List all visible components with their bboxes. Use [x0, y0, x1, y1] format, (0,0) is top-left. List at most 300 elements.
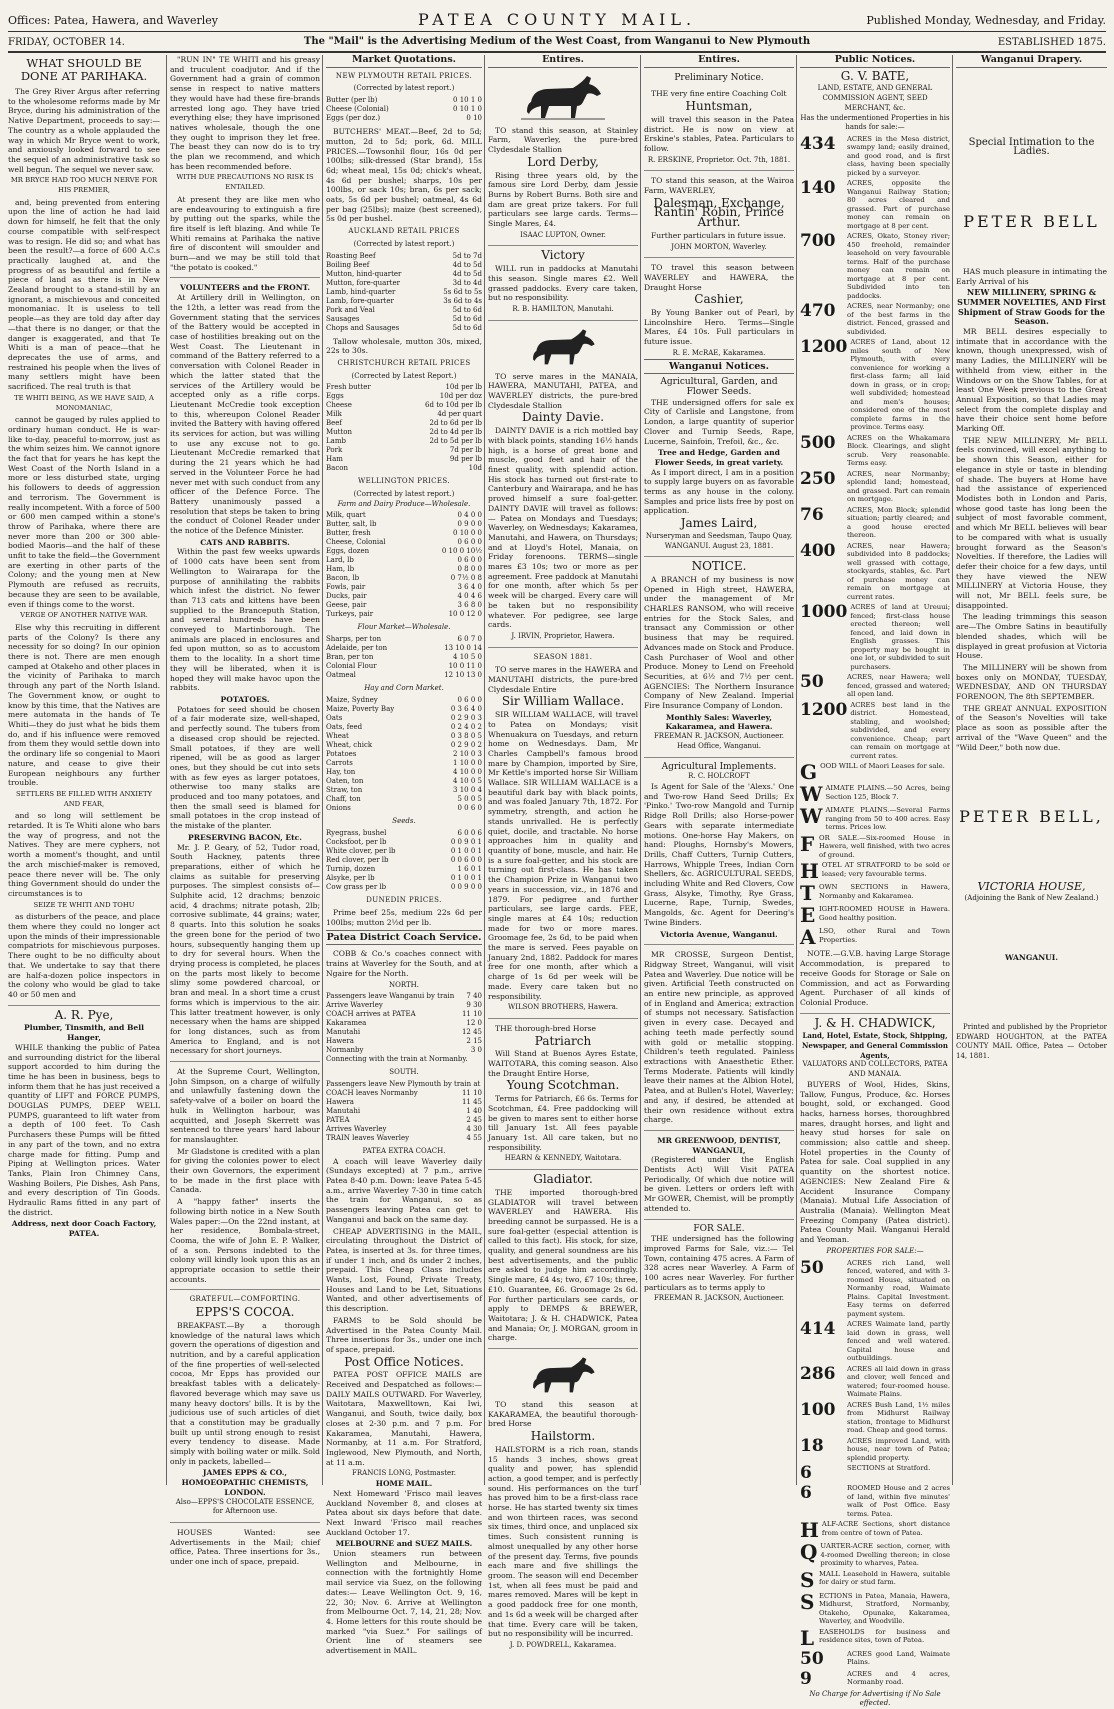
- property-description: IGHT-ROOMED HOUSE in Hawera. Good healthy position.: [819, 905, 950, 922]
- price-value: 9d per lb: [449, 455, 482, 464]
- property-description: ACRES Bush Land, 1½ miles from Midhurst Railway station, frontage to Midhurst road. Cheap and good terms.: [847, 1400, 950, 1435]
- price-value: 1 40: [466, 1106, 482, 1115]
- wel-price-list-2: [326, 635, 482, 680]
- offices-line: Offices: Patea, Hawera, and Waverley: [8, 14, 219, 27]
- bacon-heading: PRESERVING BACON, Etc.: [188, 832, 302, 842]
- property-description: MALL Leasehold in Hawera, suitable for dairy or stud farm.: [819, 1569, 950, 1587]
- price-row: [326, 874, 482, 883]
- price-value: 0 0 9 0 1: [450, 837, 482, 846]
- victory-text: WILL run in paddocks at Manutahi this season. Single mares £2. Well grassed paddocks. Every care taken, but no responsibility.: [488, 264, 638, 303]
- price-value: 13 10 0 14: [444, 644, 482, 653]
- price-item: Arrives Waverley: [326, 1124, 387, 1133]
- price-row: [326, 601, 482, 610]
- wel-price-list-1: [326, 511, 482, 619]
- hailstorm-text: HAILSTORM is a rich roan, stands 15 hands 3 inches, shows great quality and power, has splendid action, a good temper, and is perfectly sound. His performances on the turf has proved him to be a first-class race horse. He has started twenty six times and won thirteen races, was second six times, third once, and unplaced six times. Such consistent running is almost unequalled by any other horse of the present day. Terms, five pounds each mare and five shillings the groom. The season will end December 1st, when all fees must be paid and mares removed. Mares will be kept in a good paddock free for one month, and 1s 6d a week will be charged after that time. Every care will be taken, but no responsibility will be incurred.: [488, 1444, 638, 1639]
- article-paragraph: TE WHITI BEING, AS WE HAVE SAID, A MONOMANIAC,: [14, 393, 154, 412]
- property-list-letters-2: [800, 1520, 950, 1648]
- article-paragraph: Else why this recruiting in different parts of the Colony? Is there any necessity for so doing? In our opinion there is not. There are men enough camped at Otakeho and other places in the vicinity of Parihaka to march through any part of the North Island. The Government know, or ought to know by this time, that the Natives are mere automata in the hands of Te Whiti—they do just what he bids them do, and if his influence were removed from them they would settle down into the ordinary life so congenial to Maori nature, and cease to give their European neighbours any further trouble.: [8, 622, 160, 788]
- pye-address: Address, next door Coach Factory, PATEA.: [11, 1219, 157, 1239]
- price-item: Hawera: [326, 1037, 354, 1046]
- horse-illustration: [523, 1354, 603, 1394]
- price-row: [326, 464, 482, 473]
- property-description: ACRES rich Land, well fenced, watered, and with 3-roomed House, situated on Normanby road, Waimate Plains. Capital Investment. Easy terms on deferred payment system.: [847, 1258, 950, 1318]
- price-value: 6 0 0 6: [457, 828, 482, 837]
- price-row: [326, 1134, 482, 1143]
- price-item: Oaten, ton: [326, 776, 364, 785]
- property-item: [800, 135, 950, 178]
- property-size: S: [800, 1589, 815, 1614]
- price-row: [326, 306, 482, 315]
- property-description: ACRES, Okato, Stoney river; 450 freehold, remainder leasehold on very favourable terms. Half of the purchase money can remain on mortgage at 8 per cent. Subdivided into ten paddocks.: [847, 232, 950, 300]
- property-item: [800, 338, 950, 432]
- property-description: ACRES of land at Ureuui; fenced; first-class house erected thereon; well fenced, and laid down in English grasses. This property may be bought in one lot, or subdivided to suit purchasers.: [850, 603, 950, 671]
- price-item: Alsyke, per lb: [326, 873, 375, 882]
- masthead-rule-bottom: [8, 51, 1106, 53]
- price-item: Colonial Flour: [326, 662, 377, 671]
- price-value: 0 10 0 0: [453, 529, 482, 538]
- hailstorm-intro: TO stand this season at KAKARAMEA, the beautiful thorough-bred Horse: [488, 1400, 638, 1429]
- forsale-sign: FREEMAN R. JACKSON, Auctioneer.: [653, 1294, 785, 1303]
- coach-intro: COBB & Co.'s coaches connect with trains at Waverley for the South, and at Ngaire for the North.: [326, 949, 482, 978]
- price-item: Oats: [326, 713, 343, 722]
- huntsman-text: will travel this season in the Patea district. He is now on view at Erskine's stables, Patea. Particulars to follow.: [644, 114, 794, 153]
- price-value: 4d to 5d: [452, 260, 482, 269]
- dalesman-sign: JOHN MORTON, Waverley.: [671, 242, 767, 251]
- property-size: E: [800, 903, 816, 928]
- property-item: [800, 434, 950, 468]
- auck-note: (Corrected by latest report.): [353, 239, 455, 248]
- crosse-text: MR CROSSE, Surgeon Dentist, Ridgway Street, Wanganui, will visit Patea and Waverley. Due notice will be given. Artificial Teeth constructed on an entire new principle, as approved of in England and America; extraction of stumps not necessary. Satisfaction given in every case. Decayed and aching teeth made perfectly sound with gold or metallic stopping. Children's teeth regulated. Painless extractions with Anaesthetic Ether. Terms Moderate. Patients will kindly leave their names at the Albion Hotel, Patea, and at Bullen's Hotel, Waverley; and any, if desired, be attended at their own residence without extra charge.: [644, 950, 794, 1125]
- price-row: [326, 883, 482, 892]
- property-item: [800, 1365, 950, 1399]
- price-row: [326, 401, 482, 410]
- coach-north-heading: NORTH.: [388, 980, 419, 989]
- price-item: Cheese, Colonial: [326, 538, 386, 547]
- price-value: 4 55: [466, 1133, 482, 1142]
- chadwick-text: BUYERS of Wool, Hides, Skins, Tallow, Fungus, Produce, &c. Horses bought, sold, or exchanged. Good hacks, harness horses, thoroughbred mares, draught horses, and light and heavy stud horses for sale on commission; also cattle and sheep. Hotel properties in the County of Patea for sale. Coal supplied in any quantity on the shortest notice. AGENCIES: New Zealand Fire & Accident Insurance Company (Manaia). Mutual Life Association of Australia (Manaia). Wellington Meat Freezing Company (Patea district). Patea County Mail. Wanganui Herald and Yeoman.: [800, 1079, 950, 1245]
- coach-header: Patea District Coach Service.: [326, 930, 482, 946]
- price-item: Wheat, chick: [326, 740, 373, 749]
- scotchman-sign: HEARN & KENNEDY, Waitotara.: [504, 1154, 622, 1163]
- price-row: [326, 428, 482, 437]
- cats-heading: CATS AND RABBITS.: [200, 537, 290, 547]
- price-item: Maize, Sydney: [326, 695, 378, 704]
- price-row: [326, 419, 482, 428]
- price-row: [326, 795, 482, 804]
- price-row: [326, 723, 482, 732]
- property-item: [800, 1259, 950, 1319]
- property-size: 100: [800, 1399, 836, 1420]
- pye-trade: Plumber, Tinsmith, and Bell Hanger,: [23, 1023, 144, 1043]
- price-row: [326, 804, 482, 813]
- price-value: 2d to 6d per lb: [429, 419, 482, 428]
- article-paragraph: The Grey River Argus after referring to the wholesome reforms made by Mr Bryce, during his administration of the Native Department, proceeds to say:— The country as a whole applauded the way in which Mr Bryce went to work, and anxiously looked forward to see the sequel of an administrative task so well begun. The sequel we never saw.: [8, 87, 160, 174]
- property-item: [800, 232, 950, 300]
- price-row: [326, 592, 482, 601]
- article-continued: [170, 55, 320, 272]
- bate-note: NOTE.—G.V.B. having Large Storage Accommodation, is prepared to receive Goods for Storage or Sale on Commission, and act as Forwarding Agent. Purchaser of all kinds of Colonial Produce.: [800, 949, 950, 1007]
- property-item: [800, 542, 950, 602]
- price-value: 10 0 12 0: [448, 610, 482, 619]
- property-item: [800, 506, 950, 540]
- price-value: 0 10: [466, 114, 482, 123]
- price-value: 3 6 8 0: [457, 601, 482, 610]
- column-2: [166, 55, 323, 1567]
- price-item: Adelaide, per ton: [326, 644, 388, 653]
- agri-heading: Agricultural, Garden, and Flower Seeds.: [660, 377, 778, 397]
- property-list: [800, 135, 950, 761]
- price-row: [326, 96, 482, 105]
- greenwood-name: MR GREENWOOD, DENTIST, WANGANUI,: [657, 1135, 781, 1155]
- pye-name: A. R. Pye,: [54, 1007, 114, 1022]
- property-item: [800, 760, 950, 785]
- patriarch-name: Patriarch: [534, 1033, 592, 1048]
- article-paragraph: cannot be gauged by rules applied to ordinary human conduct. He is war-like to-day, peaceful to-morrow, just as the whim seizes him. We cannot ignore the fact that for years he has kept the West Coast of the North Island in a more or less disturbed state, urging his followers to deeds of aggression and terrorism. The Government is really incompetent. With a force of 500 or 600 men camped within a stone's throw of Parihaka, where there are never more than 200 or 300 able-bodied Maoris—and the half of these unfit to take the field—the Government are exerting in other parts of the Colony; and the young men at New Plymouth are refused as recruits, because they are seen to be available, even if things come to the worst.: [8, 415, 160, 609]
- horse-illustration: [523, 326, 603, 366]
- huntsman-intro: THE very fine entire Coaching Colt: [651, 89, 787, 99]
- property-description: ACRES, opposite the Wanganui Railway Station; 80 acres cleared and grassed. Part of purchase money can remain on mortgage at 8 per cent.: [847, 179, 950, 230]
- tagline: The "Mail" is the Advertising Medium of the West Coast, from Wanganui to New Plymouth: [303, 36, 811, 47]
- price-item: Hay, ton: [326, 767, 356, 776]
- price-item: Lamb, hind-quarter: [326, 287, 396, 296]
- price-row: [326, 610, 482, 619]
- cashier-sign: R. E. McRAE, Kakaramea.: [672, 348, 766, 357]
- auck-price-list: [326, 252, 482, 333]
- price-value: 2 15: [466, 1037, 482, 1046]
- price-value: 0 2 9 0 2: [450, 740, 482, 749]
- peter-bell-2: PETER BELL,: [959, 807, 1104, 827]
- derby-intro: TO stand this season, at Stainley Farm, Waverley, the pure-bred Clydesdale Stallion: [488, 125, 638, 155]
- price-row: [326, 114, 482, 123]
- price-item: Ham: [326, 455, 343, 464]
- notice-heading: NOTICE.: [691, 559, 747, 574]
- masthead-rule: [8, 31, 1106, 32]
- price-item: Lamb: [326, 437, 346, 446]
- price-value: 1 10 0 0: [453, 758, 482, 767]
- price-value: 4 10 0 0: [453, 767, 482, 776]
- price-value: 5d to 7d: [452, 251, 482, 260]
- price-item: Bacon, lb: [326, 574, 360, 583]
- price-item: Mutton, hind-quarter: [326, 269, 402, 278]
- price-row: [326, 392, 482, 401]
- column-4: [484, 54, 641, 1649]
- price-row: [326, 574, 482, 583]
- price-row: [326, 714, 482, 723]
- price-row: [326, 696, 482, 705]
- price-item: Eggs: [326, 392, 344, 401]
- price-item: Eggs (per doz.): [326, 114, 381, 123]
- property-description: ACRES on the Whakamara Block. Clearings, and slight scrub. Very reasonable. Terms easy.: [847, 433, 950, 468]
- price-value: 2 45: [466, 1115, 482, 1124]
- price-value: 3d to 4d: [452, 278, 482, 287]
- price-row: [326, 270, 482, 279]
- property-size: T: [800, 881, 815, 906]
- volunteers-heading: VOLUNTEERS and the FRONT.: [180, 283, 310, 293]
- price-item: Manutahi: [326, 1028, 361, 1037]
- hailstorm-name: Hailstorm.: [530, 1429, 596, 1444]
- horse-illustration: [517, 72, 609, 120]
- property-size: 470: [800, 301, 836, 322]
- property-size: F: [800, 831, 815, 856]
- bacon-text: Mr. J. P. Geary, of 52, Tudor road, South Hackney, patents three preparations, either of which he claims as suitable for preserving purposes. The simplest consists of—Sulphite acid, 12 drachms; benzoic acid, 4 drachms; nitrate potash, 2lb; corrosive sublimate, 44 grains; water, 8 quarts. Into this solution he soaks the green bone for the period of two hours, subsequently hanging them up to dry for several hours. When the drying process is completed, he places on the parts most likely to become slimy some powdered charcoal, or bran and meal. In a short time a crust forms which is impervious to the air. This latter treatment however, is only necessary when the hams are shipped for long distances, such as from America to England, and is not necessary for short journeys.: [170, 842, 320, 1056]
- price-value: 5s 6d to 5s: [443, 287, 482, 296]
- property-size: 6: [800, 1463, 812, 1484]
- price-row: [326, 992, 482, 1001]
- price-row: [326, 410, 482, 419]
- price-value: 0 2 4 0 2: [450, 722, 482, 731]
- price-item: Cheese (Colonial): [326, 105, 389, 114]
- price-item: Turnip, dozen: [326, 864, 376, 873]
- property-description: OR SALE.—Six-roomed House in Hawera, well finished, with two acres of ground.: [819, 833, 950, 859]
- price-value: 0 10 1 0: [453, 96, 482, 105]
- price-item: Normanby: [326, 1046, 364, 1055]
- price-row: [326, 1080, 482, 1089]
- price-row: [326, 279, 482, 288]
- notice-text: A BRANCH of my business is now Opened in High street, HAWERA, under the management of Mr CHARLES RANSOM, who will receive entries for the Stock Sales, and transact any Commission or other business that may be required. Advances made on Stock and Produce. Cash Purchaser of Wool and other Produce. Money to Lend on Freehold Securities, at 6½ and 7½ per cent. AGENCIES: The Northern Insurance Company of New Zealand. Imperial Fire Insurance Company of London.: [644, 574, 794, 711]
- np-note: (Corrected by latest report.): [353, 84, 455, 93]
- wallace-sign: WILSON BROTHERS, Hawera.: [508, 1003, 618, 1012]
- price-row: [326, 288, 482, 297]
- price-row: [326, 644, 482, 653]
- price-value: 0 1 0 0 1: [450, 846, 482, 855]
- wel-sub1: Farm and Dairy Produce—Wholesale.: [337, 499, 471, 508]
- property-size: 140: [800, 178, 836, 199]
- gladstone-text: Mr Gladstone is credited with a plan for giving the colonies power to elect their own Governors, the experiment to be made in the first place with Canada.: [170, 1146, 320, 1195]
- property-item: [800, 1650, 950, 1668]
- drapery-body-4: The MILLINERY will be shown from boxes only on MONDAY, TUESDAY, WEDNESDAY, AND ON THURSDAY FORENOON, The 8th SEPTEMBER.: [956, 662, 1107, 702]
- forsale-text: THE undersigned has the following improved Farms for Sale, viz.:— Tel Town, containing 475 acres. A Farm of 328 acres near Waverley. A Farm of 100 acres near Waverley. For further particulars as to terms apply to: [644, 1234, 794, 1292]
- property-description: ACRES of Land, about 12 miles south of New Plymouth, with every convenience for working a first-class farm; all laid down in grass, or in crop; well subdivided; homestead and men's houses; considered one of the most complete farms in the province. Terms easy.: [850, 338, 950, 432]
- price-item: Passengers leave New Plymouth by train at: [326, 1079, 481, 1088]
- court-text: At the Supreme Court, Wellington, John Simpson, on a charge of wilfully and unlawfully fastening down the safety-valve of a boiler on board the hulk in Wellington harbour, was acquitted, and Joseph Skerrett was sentenced to three years' hard labour for manslaughter.: [170, 1067, 320, 1144]
- price-value: 0 4 0 0: [457, 511, 482, 520]
- property-description: UARTER-ACRE section, corner, with 4-roomed Dwelling thereon; in close proximity to wharves, Patea.: [820, 1542, 950, 1568]
- price-item: Pork: [326, 446, 343, 455]
- property-size: A: [800, 925, 816, 950]
- price-item: Sausages: [326, 314, 360, 323]
- price-value: 5d to 6d: [452, 314, 482, 323]
- cheap-advertising: CHEAP ADVERTISING in the MAIL, circulating throughout the District of Patea, is inserted at 3s. for three times, if under 1 inch, and 8s under 2 inches, prepaid. This Cheap Class includes Wants, Lost, Found, Private Treaty, Houses and Land to be Let, Situations Wanted, and other advertisements of this description.: [326, 1226, 482, 1314]
- price-row: [326, 732, 482, 741]
- chch-heading: CHRISTCHURCH RETAIL PRICES: [337, 358, 471, 367]
- coach-extra-heading: PATEA EXTRA COACH.: [362, 1146, 446, 1155]
- property-description: OTEL AT STRATFORD to be sold or leased; very favourable terms.: [821, 861, 950, 878]
- price-item: Ducks, pair: [326, 592, 367, 601]
- victoria-house: VICTORIA HOUSE,: [977, 879, 1086, 893]
- price-row: [326, 1107, 482, 1116]
- property-item: [800, 1484, 950, 1518]
- article-headline: WHAT SHOULD BE DONE AT PARIHAKA.: [20, 56, 148, 83]
- bate-name: G. V. BATE,: [840, 68, 910, 83]
- property-description: ACRES, near Normanby; splendid land; homestead, and grassed. Part can remain on mortgage.: [847, 469, 950, 504]
- price-row: [326, 777, 482, 786]
- price-value: 0 2 9 0 3: [450, 713, 482, 722]
- properties-heading: PROPERTIES FOR SALE:—: [826, 1246, 924, 1255]
- property-size: 286: [800, 1363, 836, 1384]
- price-row: [326, 1125, 482, 1134]
- price-value: 5 0 0 5: [457, 794, 482, 803]
- agri-text: THE undersigned offers for sale ex City of Carlisle and Langstone, from London, a large quantity of superior Clover and Turnip Seeds, Rape, Lucerne, Sainfoin, Trefoil, &c., &c.: [644, 397, 794, 446]
- dun-heading: DUNEDIN PRICES.: [366, 895, 442, 904]
- property-size: 700: [800, 231, 836, 252]
- price-item: Wheat: [326, 731, 349, 740]
- dainty-text: DAINTY DAVIE is a rich mottled bay with black points, standing 16½ hands high, is a horse of great bone and muscle, good feet and hair of the finest quality, with splendid action. His stock has turned out first-rate to Canterbury and Wairarapa, and he has proved himself a sure foal-getter. DAINTY DAVIE will travel as follows:— Patea on Mondays and Tuesdays; Waverley, on Wednesdays; Kakaramea, Manutahi, and Hawera, on Thursdays; and at Lloyd's Hotel, Manaia, on Friday forenoons. TERMS—single mares £3 10s; two or more as per agreement. Free paddock at Manutahi for one month, after which 5s per week will be charged. Every care will be taken but no responsibility whatever. For pedigree, see large cards.: [488, 426, 638, 630]
- price-item: Oats, feed: [326, 722, 363, 731]
- epps-also: Also—EPPS'S CHOCOLATE ESSENCE, for Afternoon use.: [175, 1497, 315, 1516]
- wel-sub2: Flour Market—Wholesale.: [357, 623, 451, 632]
- price-item: Carrots: [326, 758, 353, 767]
- property-item: [800, 1625, 950, 1650]
- victory-name: Victory: [541, 248, 585, 263]
- property-item: [800, 470, 950, 504]
- price-row: [326, 520, 482, 529]
- dalesman-text: Further particulars in future issue.: [651, 230, 786, 240]
- price-value: 6d to 10d per lb: [425, 401, 482, 410]
- price-value: 4 30: [466, 1124, 482, 1133]
- price-row: [326, 455, 482, 464]
- price-value: 3 6 4 0: [457, 583, 482, 592]
- property-description: ACRES, Mon Block; splendid situation; partly cleared; and a good house erected thereon.: [847, 505, 950, 540]
- wanganui-notices-header: Wanganui Notices.: [644, 359, 794, 375]
- property-size: 500: [800, 432, 836, 453]
- property-item: [800, 179, 950, 230]
- epps-top: GRATEFUL—COMFORTING.: [189, 1295, 301, 1304]
- property-size: 250: [800, 468, 836, 489]
- wel-price-list-3: [326, 696, 482, 813]
- price-row: [326, 1098, 482, 1107]
- price-value: 2 10 0 3: [453, 749, 482, 758]
- column-5: [640, 55, 797, 1485]
- property-item: [800, 302, 950, 336]
- wallace-name: Sir William Wallace.: [501, 694, 625, 709]
- article-body: [8, 87, 160, 1000]
- chadwick-title: Land, Hotel, Estate, Stock, Shipping, Newspaper, and General Commission Agents,: [802, 1031, 948, 1060]
- auck-tallow: Tallow wholesale, mutton 30s, mixed, 22s to 30s.: [326, 336, 482, 356]
- property-description: OWN SECTIONS in Hawera, Normanby and Kakaramea.: [819, 883, 950, 900]
- price-value: 5d to 6d: [452, 323, 482, 332]
- property-item: [800, 673, 950, 699]
- price-value: 3 10 0 4: [453, 785, 482, 794]
- laird-name: James Laird,: [680, 516, 758, 531]
- hailstorm-sign: J. D. POWDRELL, Kakaramea.: [509, 1640, 617, 1649]
- price-row: [326, 105, 482, 114]
- price-item: Connecting with the train at Normanby.: [326, 1055, 468, 1064]
- property-item: [800, 806, 950, 832]
- price-row: [326, 252, 482, 261]
- masthead: [0, 0, 1114, 60]
- property-item: [800, 1518, 950, 1543]
- article-paragraph: VERGE OF ANOTHER NATIVE WAR.: [20, 611, 148, 620]
- scotchman-text: Terms for Patriarch, £6 6s. Terms for Scotchman, £4. Free paddocking will be given to mares sent to either horse till January 1st. All fees payable January 1st. All care taken, but no responsibility.: [488, 1094, 638, 1152]
- property-item: [800, 1320, 950, 1363]
- price-value: 4 10 5 0: [453, 653, 482, 662]
- price-item: Boiling Beef: [326, 260, 370, 269]
- price-value: 0 3 8 0 5: [450, 731, 482, 740]
- suez-text: Union steamers run between Wellington and Melbourne, in connection with the fortnightly Home mail service via Suez, on the following dates:— Leave Wellington Oct. 9, 16, 22, 30; Nov. 6. Arrive at Wellington from Melbourne Oct. 7, 14, 21, 28; Nov. 4. Home letters for this route should be marked "via Suez." For sailings of Orient line of steamers see advertisement in MAIL.: [326, 1549, 482, 1656]
- property-item: [800, 603, 950, 671]
- price-value: 12 10 13 0: [444, 671, 482, 680]
- cashier-intro: TO travel this season between WAVERLEY and HAWERA, the Draught Horse: [644, 263, 794, 292]
- price-value: 12 45: [461, 1028, 482, 1037]
- property-size: 50: [800, 1648, 824, 1669]
- price-value: 0 10 1 0: [453, 105, 482, 114]
- wallace-intro: TO serve mares in the HAWERA and MANUTAHI districts, the pure-bred Clydesdale Entire: [488, 665, 638, 694]
- post-sign: FRANCIS LONG, Postmaster.: [352, 1469, 456, 1478]
- price-item: Cocksfoot, per lb: [326, 837, 387, 846]
- price-row: [326, 511, 482, 520]
- peter-bell-1: PETER BELL: [963, 212, 1100, 232]
- dun-text: Prime beef 25s, medium 22s 6d per 100lbs; mutton 2½d per lb.: [326, 908, 482, 927]
- huntsman-name: Huntsman,: [685, 99, 753, 114]
- price-value: 4 0 4 6: [457, 592, 482, 601]
- volunteers-text: At Artillery drill in Wellington, on the 12th, a letter was read from the Government stating that the services of the Battery would be accepted in case of hostilities breaking out on the West Coast. The Lieutenant in command of the Battery referred to a conversation with Colonel Reader in which the latter stated that the services of the Artillery would be accepted only as a rifle corps. Lieutenant McCredie took exception to this, whereupon Colonel Reader invited the Battery with having offered its services for action, but was willing to use any excuse not to go. Lieutenant McCredie remarked that during the 21 years which he had served in the Volunteer Force he had never met with such conduct from any officer of the Defence Force. The Battery unanimously passed a resolution that steps be taken to bring the conduct of Colonel Reader under the notice of the Defence Minister.: [170, 293, 320, 536]
- victory-sign: R. B. HAMILTON, Manutahi.: [512, 304, 614, 313]
- price-row: [326, 565, 482, 574]
- price-item: Roasting Beef: [326, 251, 376, 260]
- bate-intro: Has the undermentioned Properties in his hands for sale:—: [800, 113, 950, 132]
- price-value: 4d per quart: [437, 410, 482, 419]
- victoria-avenue: Victoria Avenue, Wanganui.: [660, 929, 778, 939]
- price-value: 6 0 7 0: [457, 635, 482, 644]
- coach-south-heading: SOUTH.: [389, 1068, 419, 1077]
- price-value: 7d per lb: [449, 446, 482, 455]
- home-mail-text: Next Homeward 'Frisco mail leaves Auckland November 8, and closes at Patea about six days before that date. Next Inward 'Frisco mail reaches Auckland October 17.: [326, 1488, 482, 1537]
- property-size: 18: [800, 1435, 824, 1456]
- home-mail-heading: HOME MAIL.: [375, 1479, 433, 1489]
- chch-price-list: [326, 383, 482, 473]
- dalesman-names: Dalesman, Exchange, Rantin' Robin, Prince Arthur.: [653, 195, 785, 230]
- article-paragraph: SETTLERS BE FILLED WITH ANXIETY AND FEAR,: [16, 789, 152, 808]
- has-much: HAS much pleasure in intimating the Early Arrival of his: [956, 266, 1107, 286]
- price-item: Bacon: [326, 464, 348, 473]
- cashier-name: Cashier,: [694, 292, 744, 307]
- price-row: [326, 1010, 482, 1019]
- property-size: H: [800, 1518, 819, 1543]
- price-item: Kakaramea: [326, 1019, 367, 1028]
- article-paragraph: SEIZE TE WHITI AND TOHU: [33, 900, 135, 909]
- price-row: [326, 437, 482, 446]
- property-item: [800, 1401, 950, 1435]
- price-item: Hawera: [326, 1097, 354, 1106]
- price-item: White clover, per lb: [326, 846, 396, 855]
- property-size: G: [800, 760, 818, 785]
- property-description: ROOMED House and 2 acres of land, within five minutes' walk of Post Office. Easy terms. Patea.: [847, 1484, 950, 1518]
- epps-text: BREAKFAST.—By a thorough knowledge of the natural laws which govern the operations of digestion and nutrition, and by a careful application of the fine properties of well-selected cocoa, Mr Epps has provided our breakfast tables with a delicately-flavored beverage which may save us many heavy doctors' bills. It is by the judicious use of such articles of diet that a constitution may be gradually built up until strong enough to resist every tendency to disease. Made simply with boiling water or milk. Sold only in packets, labelled—: [170, 1320, 320, 1466]
- gladiator-text: THE imported thorough-bred GLADIATOR will travel between WAVERLEY and HAWERA. His breeding cannot be surpassed. He is a sure foal-getter (especial attention is called to this fact). His stock, for size, quality, and general soundness are his best advertisements, and the public are asked to judge him accordingly. Single mare, £4 4s; two, £7 10s; three, £10. Guarantee, £6. Groomage 2s 6d. For further particulars see cards, or apply to DEMPS & BREWER, Waitotara; J. & H. CHADWICK, Patea and Manaia; Or, J. MORGAN, groom in charge.: [488, 1187, 638, 1343]
- agri-sub: Tree and Hedge, Garden and Flower Seeds, in great variety.: [654, 448, 784, 467]
- price-row: [326, 547, 482, 556]
- price-row: [326, 1116, 482, 1125]
- price-item: Milk: [326, 410, 342, 419]
- np-heading: NEW PLYMOUTH RETAIL PRICES.: [335, 71, 473, 80]
- property-size: L: [800, 1625, 815, 1650]
- drapery-body-5: THE GREAT ANNUAL EXPOSITION of the Season's Novelties will take place as soon as possible after the arrival of the "Wave Queen" and the "Wild Deer," both now due.: [956, 703, 1107, 752]
- cats-text: Within the past few weeks upwards of 1000 cats have been sent from Wellington to Wairarapa for the purpose of annihilating the rabbits which infest the district. No fewer than 713 cats and kittens have been supplied to the Branceputh Station, and several hundreds have been conveyed to Martinborough. The animals are placed in enclosures and fed upon mutton, so as to accustom them to the locality. In a short time they will be liberated, when it is hoped they will make havoc upon the rabbits.: [170, 547, 320, 693]
- price-item: Lamb, fore-quarter: [326, 296, 394, 305]
- property-list-3: [800, 1650, 950, 1688]
- price-item: Milk, quart: [326, 511, 366, 520]
- property-size: 400: [800, 540, 836, 561]
- property-description: ACRES good Land, Waimate Plains.: [847, 1649, 950, 1667]
- forsale-heading: FOR SALE.: [693, 1223, 745, 1234]
- price-item: Eggs, dozen: [326, 547, 370, 556]
- price-row: [326, 297, 482, 306]
- price-row: [326, 383, 482, 392]
- patriarch-text: Will Stand at Buenos Ayres Estate, WAITOTARA, this coming season. Also the Draught Entire Horse,: [488, 1049, 638, 1078]
- holcroft-name: R. C. HOLCROFT: [688, 772, 750, 781]
- price-row: [326, 446, 482, 455]
- derby-text: Rising three years old, by the famous sire Lord Derby, dam Jessie Burns by Robert Burns. Both sire and dam are great prize takers. For full particulars see large cards. Terms—Single Mares, £4.: [488, 170, 638, 229]
